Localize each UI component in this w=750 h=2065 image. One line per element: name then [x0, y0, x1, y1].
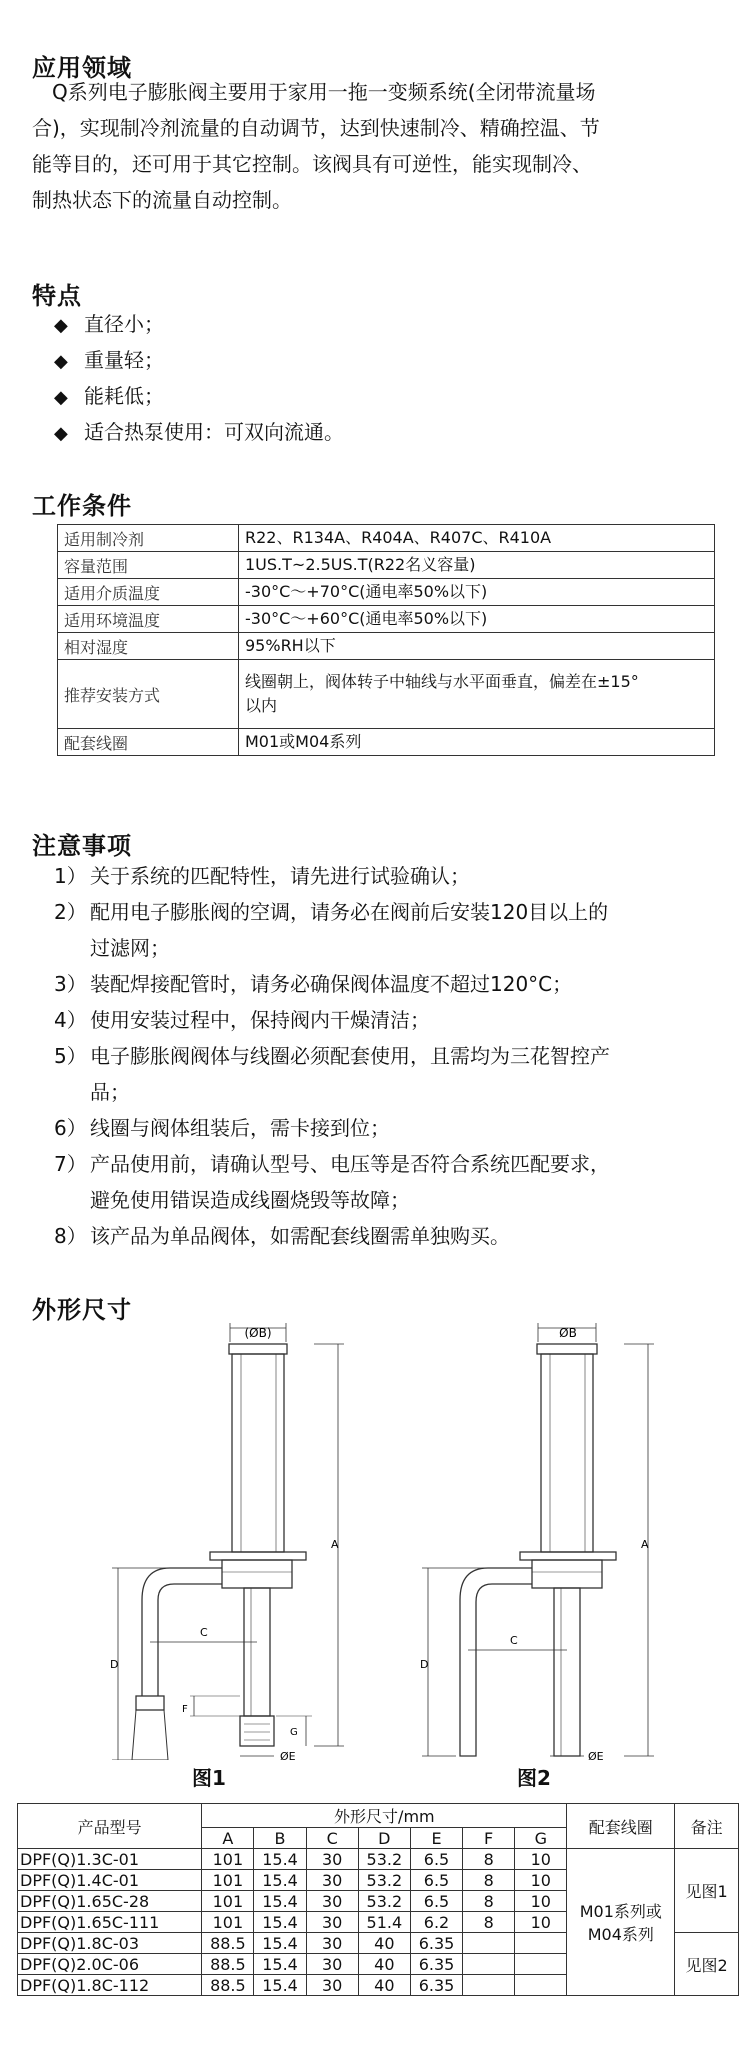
- table-row: DPF(Q)2.0C-06 88.5 15.4 30 40 6.35: [18, 1954, 739, 1975]
- table-header-row: A B C D E F G: [18, 1828, 739, 1849]
- header-note: 备注: [675, 1804, 739, 1849]
- table-row: DPF(Q)1.4C-01 101 15.4 30 53.2 6.5 8 10: [18, 1870, 739, 1891]
- table-header-row: [18, 1804, 739, 1828]
- feature-item: ◆ 适合热泵使用：可双向流通。: [54, 414, 344, 452]
- header-coil: 配套线圈: [567, 1804, 675, 1849]
- application-line: 合)，实现制冷剂流量的自动调节，达到快速制冷、精确控温、节: [32, 116, 600, 140]
- note-item: 3） 装配焊接配管时，请务必确保阀体温度不超过120°C；: [54, 972, 573, 996]
- diamond-bullet-icon: ◆: [54, 423, 68, 444]
- feature-item: ◆ 能耗低；: [54, 378, 164, 416]
- header-dims: 外形尺寸/mm: [202, 1804, 567, 1828]
- table-row: DPF(Q)1.65C-28 101 15.4 30 53.2 6.5 8 10: [18, 1891, 739, 1912]
- table-row: DPF(Q)1.8C-03 88.5 15.4 30 40 6.35 见图2: [18, 1933, 739, 1954]
- note-item: 7） 产品使用前，请确认型号、电压等是否符合系统匹配要求， 避免使用错误造成线圈烧毁等故障；: [54, 1152, 610, 1212]
- figure-2-drawing: [420, 1320, 660, 1760]
- figure-1-drawing: [110, 1320, 350, 1760]
- table-row: DPF(Q)1.65C-111 101 15.4 30 51.4 6.2 8 10: [18, 1912, 739, 1933]
- dim-label-e: ØE: [588, 1750, 604, 1760]
- features-title: 特点: [32, 282, 82, 310]
- table-row: 适用环境温度 -30°C～+60°C(通电率50%以下): [58, 606, 715, 633]
- table-row: 推荐安装方式 线圈朝上，阀体转子中轴线与水平面垂直，偏差在±15° 以内: [58, 660, 715, 729]
- application-text: [32, 74, 722, 218]
- feature-item: ◆ 直径小；: [54, 306, 164, 344]
- dim-label-c: C: [200, 1626, 208, 1639]
- table-row: DPF(Q)1.3C-01 101 15.4 30 53.2 6.5 8 10 M01系列或 M04系列 见图1: [18, 1849, 739, 1870]
- conditions-title: 工作条件: [32, 492, 132, 520]
- dim-label-b: ØB: [559, 1326, 577, 1340]
- note-fig2: 见图2: [675, 1933, 739, 1996]
- note-fig1: 见图1: [675, 1849, 739, 1933]
- application-line: 制热状态下的流量自动控制。: [32, 188, 292, 212]
- feature-item: ◆ 重量轻；: [54, 342, 164, 380]
- table-row: 配套线圈 M01或M04系列: [58, 729, 715, 756]
- header-model: 产品型号: [18, 1804, 202, 1849]
- table-row: 适用制冷剂 R22、R134A、R404A、R407C、R410A: [58, 525, 715, 552]
- dim-label-a: A: [331, 1538, 339, 1551]
- application-line: 能等目的，还可用于其它控制。该阀具有可逆性，能实现制冷、: [32, 152, 592, 176]
- table-row: DPF(Q)1.8C-112 88.5 15.4 30 40 6.35: [18, 1975, 739, 1996]
- dim-label-b: (ØB): [244, 1326, 272, 1340]
- note-item: 1） 关于系统的匹配特性，请先进行试验确认；: [54, 864, 470, 888]
- dim-label-a: A: [641, 1538, 649, 1551]
- dim-label-f: F: [182, 1704, 188, 1715]
- note-item: 6） 线圈与阀体组装后，需卡接到位；: [54, 1116, 390, 1140]
- dim-label-d: D: [110, 1658, 119, 1671]
- note-item: 4） 使用安装过程中，保持阀内干燥清洁；: [54, 1008, 430, 1032]
- table-row: 相对湿度 95%RH以下: [58, 633, 715, 660]
- dim-label-d: D: [420, 1658, 429, 1671]
- dimension-table: [17, 1803, 739, 1996]
- note-item: 8） 该产品为单品阀体，如需配套线圈需单独购买。: [54, 1224, 510, 1248]
- note-item: 5） 电子膨胀阀阀体与线圈必须配套使用，且需均为三花智控产 品；: [54, 1044, 610, 1104]
- table-row: 容量范围 1US.T~2.5US.T(R22名义容量): [58, 552, 715, 579]
- dim-label-g: G: [290, 1727, 298, 1738]
- coil-cell: M01系列或 M04系列: [567, 1849, 675, 1996]
- diamond-bullet-icon: ◆: [54, 315, 68, 336]
- dim-label-e: ØE: [280, 1750, 296, 1760]
- table-row: 适用介质温度 -30°C～+70°C(通电率50%以下): [58, 579, 715, 606]
- diamond-bullet-icon: ◆: [54, 387, 68, 408]
- figure-1-label: 图1: [192, 1766, 226, 1790]
- application-title: 应用领域: [32, 54, 132, 82]
- note-item: 2） 配用电子膨胀阀的空调，请务必在阀前后安装120目以上的 过滤网；: [54, 900, 609, 960]
- dim-label-c: C: [510, 1634, 518, 1647]
- conditions-table: [57, 524, 715, 756]
- figure-2-label: 图2: [517, 1766, 551, 1790]
- application-line: Q系列电子膨胀阀主要用于家用一拖一变频系统(全闭带流量场: [52, 80, 596, 104]
- dimensions-title: 外形尺寸: [32, 1296, 132, 1324]
- diamond-bullet-icon: ◆: [54, 351, 68, 372]
- notes-title: 注意事项: [32, 832, 132, 860]
